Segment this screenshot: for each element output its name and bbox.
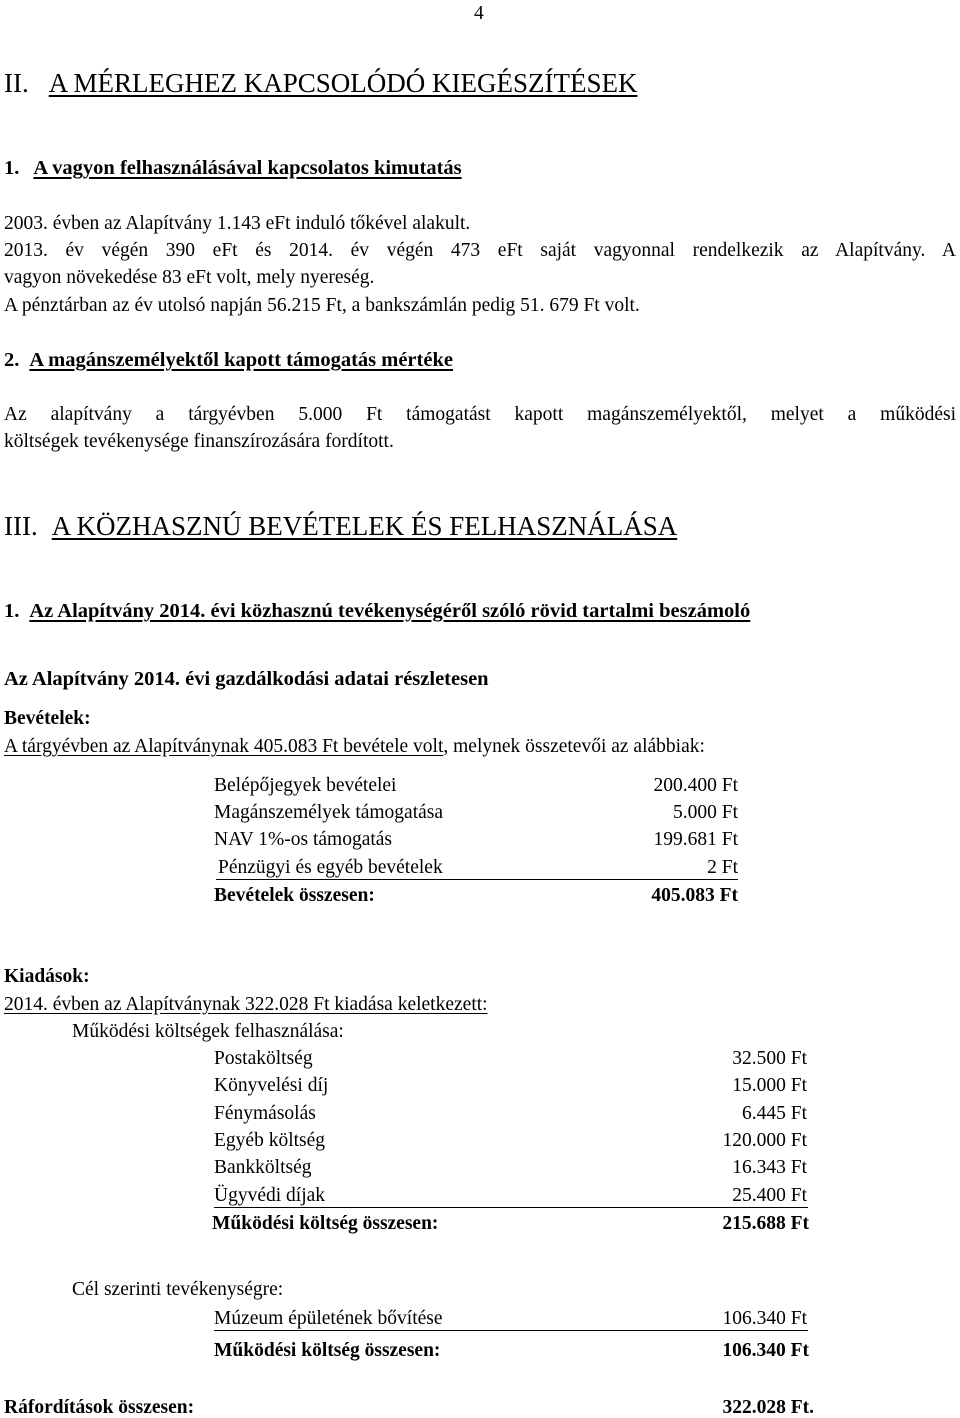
subsection-2-1-heading [4, 158, 462, 179]
operating-total-amount: 215.688 Ft [722, 1213, 809, 1234]
income-intro-underlined: A tárgyévben az Alapítványnak 405.083 Ft bevétele volt [4, 736, 444, 757]
expense-item-label: Bankköltség [214, 1157, 312, 1178]
income-item-amount: 2 Ft [707, 857, 738, 878]
income-item-label: NAV 1%-os támogatás [214, 829, 393, 850]
section-3-number: III. [4, 511, 38, 541]
purpose-costs-title: Cél szerinti tevékenységre: [72, 1279, 284, 1300]
income-item-label: Belépőjegyek bevételei [214, 775, 397, 796]
paragraph-line: 2003. évben az Alapítvány 1.143 eFt induló tőkével alakult. [4, 213, 471, 234]
expense-item-label: Fénymásolás [214, 1103, 316, 1124]
section-2-number: II. [4, 68, 29, 98]
operating-costs-title: Működési költségek felhasználása: [72, 1021, 344, 1042]
subsection-2-2-heading [4, 350, 453, 371]
expense-item-amount: 106.340 Ft [722, 1308, 807, 1329]
income-heading: Bevételek: [4, 708, 91, 729]
paragraph-line: vagyon növekedése 83 eFt volt, mely nyereség. [4, 267, 375, 288]
grand-total-amount: 322.028 Ft. [722, 1397, 814, 1418]
subsection-2-2-number: 2. [4, 349, 20, 371]
purpose-total-amount: 106.340 Ft [722, 1340, 809, 1361]
expense-item-amount: 15.000 Ft [732, 1075, 807, 1096]
operating-total-label: Működési költség összesen: [212, 1213, 439, 1234]
expense-item-amount: 6.445 Ft [741, 1103, 807, 1124]
paragraph-line: költségek tevékenysége finanszírozására fordított. [4, 431, 394, 452]
income-sum-rule [216, 879, 738, 880]
section-2-title: A MÉRLEGHEZ KAPCSOLÓDÓ KIEGÉSZÍTÉSEK [48, 68, 638, 98]
section-2-heading [4, 70, 637, 97]
paragraph-line: 2013. év végén 390 eFt és 2014. év végén 473 eFt saját vagyonnal rendelkezik az Alapítvány. A [4, 240, 956, 261]
section-3-title: A KÖZHASZNÚ BEVÉTELEK ÉS FELHASZNÁLÁSA [51, 511, 678, 541]
subsection-2-2-title: A magánszemélyektől kapott támogatás mértéke [29, 349, 453, 371]
income-item-label: Magánszemélyek támogatása [214, 802, 444, 823]
income-item-amount: 200.400 Ft [653, 775, 738, 796]
expense-item-label: Postaköltség [214, 1048, 313, 1069]
subsection-2-1-number: 1. [4, 157, 20, 179]
operating-sum-rule [214, 1207, 808, 1208]
income-item-label: Pénzügyi és egyéb bevételek [218, 857, 443, 878]
paragraph-line: A pénztárban az év utolsó napján 56.215 Ft, a bankszámlán pedig 51. 679 Ft volt. [4, 295, 640, 316]
details-title: Az Alapítvány 2014. évi gazdálkodási adatai részletesen [4, 668, 489, 690]
expense-item-amount: 16.343 Ft [732, 1157, 807, 1178]
income-item-amount: 199.681 Ft [653, 829, 738, 850]
expense-item-amount: 32.500 Ft [732, 1048, 807, 1069]
subsection-3-1-title: Az Alapítvány 2014. évi közhasznú tevékenységéről szóló rövid tartalmi beszámoló [29, 600, 751, 622]
income-item-amount: 5.000 Ft [672, 802, 738, 823]
subsection-2-1-title: A vagyon felhasználásával kapcsolatos kimutatás [33, 157, 462, 179]
expense-item-label: Múzeum épületének bővítése [214, 1308, 443, 1329]
income-total-amount: 405.083 Ft [651, 885, 738, 906]
section-3-heading [4, 513, 677, 540]
expenses-intro: 2014. évben az Alapítványnak 322.028 Ft kiadása keletkezett: [4, 994, 488, 1015]
expense-item-label: Egyéb költség [214, 1130, 326, 1151]
subsection-3-1-number: 1. [4, 600, 20, 622]
page-number: 4 [474, 3, 484, 24]
income-intro [4, 737, 705, 757]
income-total-label: Bevételek összesen: [214, 885, 375, 906]
expense-item-label: Könyvelési díj [214, 1075, 329, 1096]
purpose-total-label: Működési költség összesen: [214, 1340, 441, 1361]
expense-item-label: Ügyvédi díjak [214, 1185, 326, 1206]
expenses-heading: Kiadások: [4, 966, 90, 987]
expense-item-amount: 120.000 Ft [722, 1130, 807, 1151]
expense-item-amount: 25.400 Ft [732, 1185, 807, 1206]
subsection-3-1-heading [4, 601, 750, 622]
purpose-sum-rule [214, 1330, 808, 1331]
paragraph-line: Az alapítvány a tárgyévben 5.000 Ft támogatást kapott magánszemélyektől, melyet a működési [4, 404, 956, 425]
income-intro-rest: , melynek összetevői az alábbiak: [443, 736, 705, 757]
grand-total-label: Ráfordítások összesen: [4, 1397, 195, 1418]
